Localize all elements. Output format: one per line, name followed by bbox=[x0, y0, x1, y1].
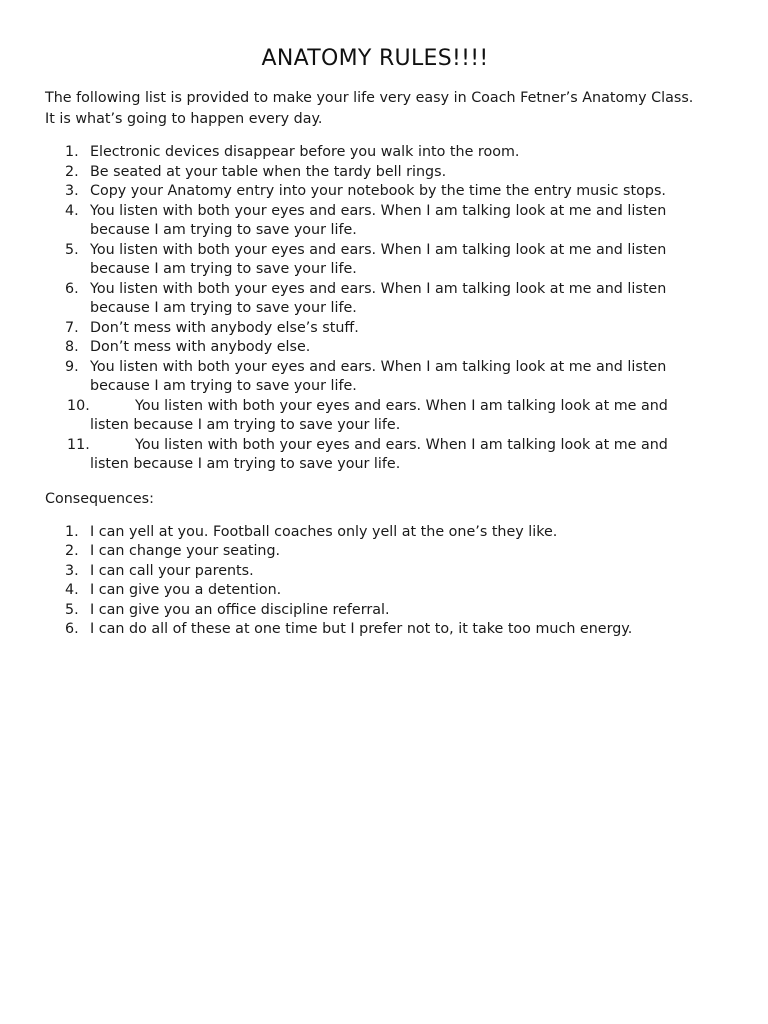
rule-text: Electronic devices disappear before you walk into the room. bbox=[90, 144, 520, 160]
consequence-text: I can give you an office discipline referral. bbox=[90, 601, 390, 618]
rule-item bbox=[45, 143, 705, 163]
rule-text: You listen with both your eyes and ears. When I am talking look at me and listen because I am trying to save your life. bbox=[90, 202, 667, 238]
consequence-item bbox=[45, 542, 705, 562]
rule-number: 1. bbox=[65, 144, 79, 160]
consequence-number: 1. bbox=[65, 523, 79, 540]
consequence-number: 5. bbox=[65, 601, 79, 618]
consequence-item bbox=[45, 562, 705, 582]
rule-item bbox=[45, 358, 705, 397]
rule-number: 9. bbox=[65, 358, 79, 375]
rule-item bbox=[45, 163, 705, 183]
rule-text: You listen with both your eyes and ears. When I am talking look at me and listen because I am trying to save your life. bbox=[90, 241, 667, 277]
rule-number: 5. bbox=[65, 241, 79, 258]
consequence-text: I can do all of these at one time but I prefer not to, it take too much energy. bbox=[90, 621, 633, 637]
rule-number: 10. bbox=[67, 397, 90, 414]
document-page bbox=[45, 44, 705, 640]
consequences-list bbox=[45, 523, 705, 640]
rule-text: You listen with both your eyes and ears. When I am talking look at me and listen because I am trying to save your life. bbox=[90, 358, 667, 394]
rule-number: 8. bbox=[65, 339, 79, 355]
rule-item bbox=[45, 436, 705, 475]
rules-list bbox=[45, 143, 705, 475]
rule-item bbox=[45, 397, 705, 436]
consequence-text: I can change your seating. bbox=[90, 543, 281, 559]
consequence-text: I can yell at you. Football coaches only yell at the one’s they like. bbox=[90, 523, 558, 540]
rule-text: Be seated at your table when the tardy bell rings. bbox=[90, 163, 447, 180]
rule-item bbox=[45, 202, 705, 241]
rule-item bbox=[45, 241, 705, 280]
consequence-item bbox=[45, 581, 705, 601]
consequence-number: 2. bbox=[65, 543, 79, 559]
consequence-text: I can give you a detention. bbox=[90, 582, 282, 598]
rule-number: 6. bbox=[65, 280, 79, 297]
rule-text: Don’t mess with anybody else. bbox=[90, 339, 311, 355]
rule-number: 7. bbox=[65, 319, 79, 336]
rule-item bbox=[45, 182, 705, 202]
rule-text: You listen with both your eyes and ears. When I am talking look at me and listen because I am trying to save your life. bbox=[90, 436, 668, 472]
consequence-item bbox=[45, 601, 705, 621]
intro-paragraph: The following list is provided to make your life very easy in Coach Fetner’s Anatomy Class. It is what’s going to happen every day. bbox=[45, 90, 694, 127]
rule-number: 4. bbox=[65, 202, 79, 219]
rule-item bbox=[45, 338, 705, 358]
rule-number: 11. bbox=[67, 436, 90, 453]
rule-number: 2. bbox=[65, 163, 79, 180]
rule-text: You listen with both your eyes and ears. When I am talking look at me and listen because I am trying to save your life. bbox=[90, 397, 668, 433]
rule-text: Don’t mess with anybody else’s stuff. bbox=[90, 319, 359, 336]
consequence-item bbox=[45, 620, 705, 640]
rule-text: Copy your Anatomy entry into your notebook by the time the entry music stops. bbox=[90, 183, 666, 199]
rule-item bbox=[45, 280, 705, 319]
rule-text: You listen with both your eyes and ears. When I am talking look at me and listen because I am trying to save your life. bbox=[90, 280, 667, 316]
consequence-number: 3. bbox=[65, 562, 79, 579]
rule-item bbox=[45, 319, 705, 339]
rule-number: 3. bbox=[65, 183, 79, 199]
consequence-number: 6. bbox=[65, 621, 79, 637]
page-title: ANATOMY RULES!!!! bbox=[261, 46, 489, 71]
consequence-text: I can call your parents. bbox=[90, 562, 254, 579]
consequence-item bbox=[45, 523, 705, 543]
consequence-number: 4. bbox=[65, 582, 79, 598]
consequences-heading: Consequences: bbox=[45, 490, 154, 507]
